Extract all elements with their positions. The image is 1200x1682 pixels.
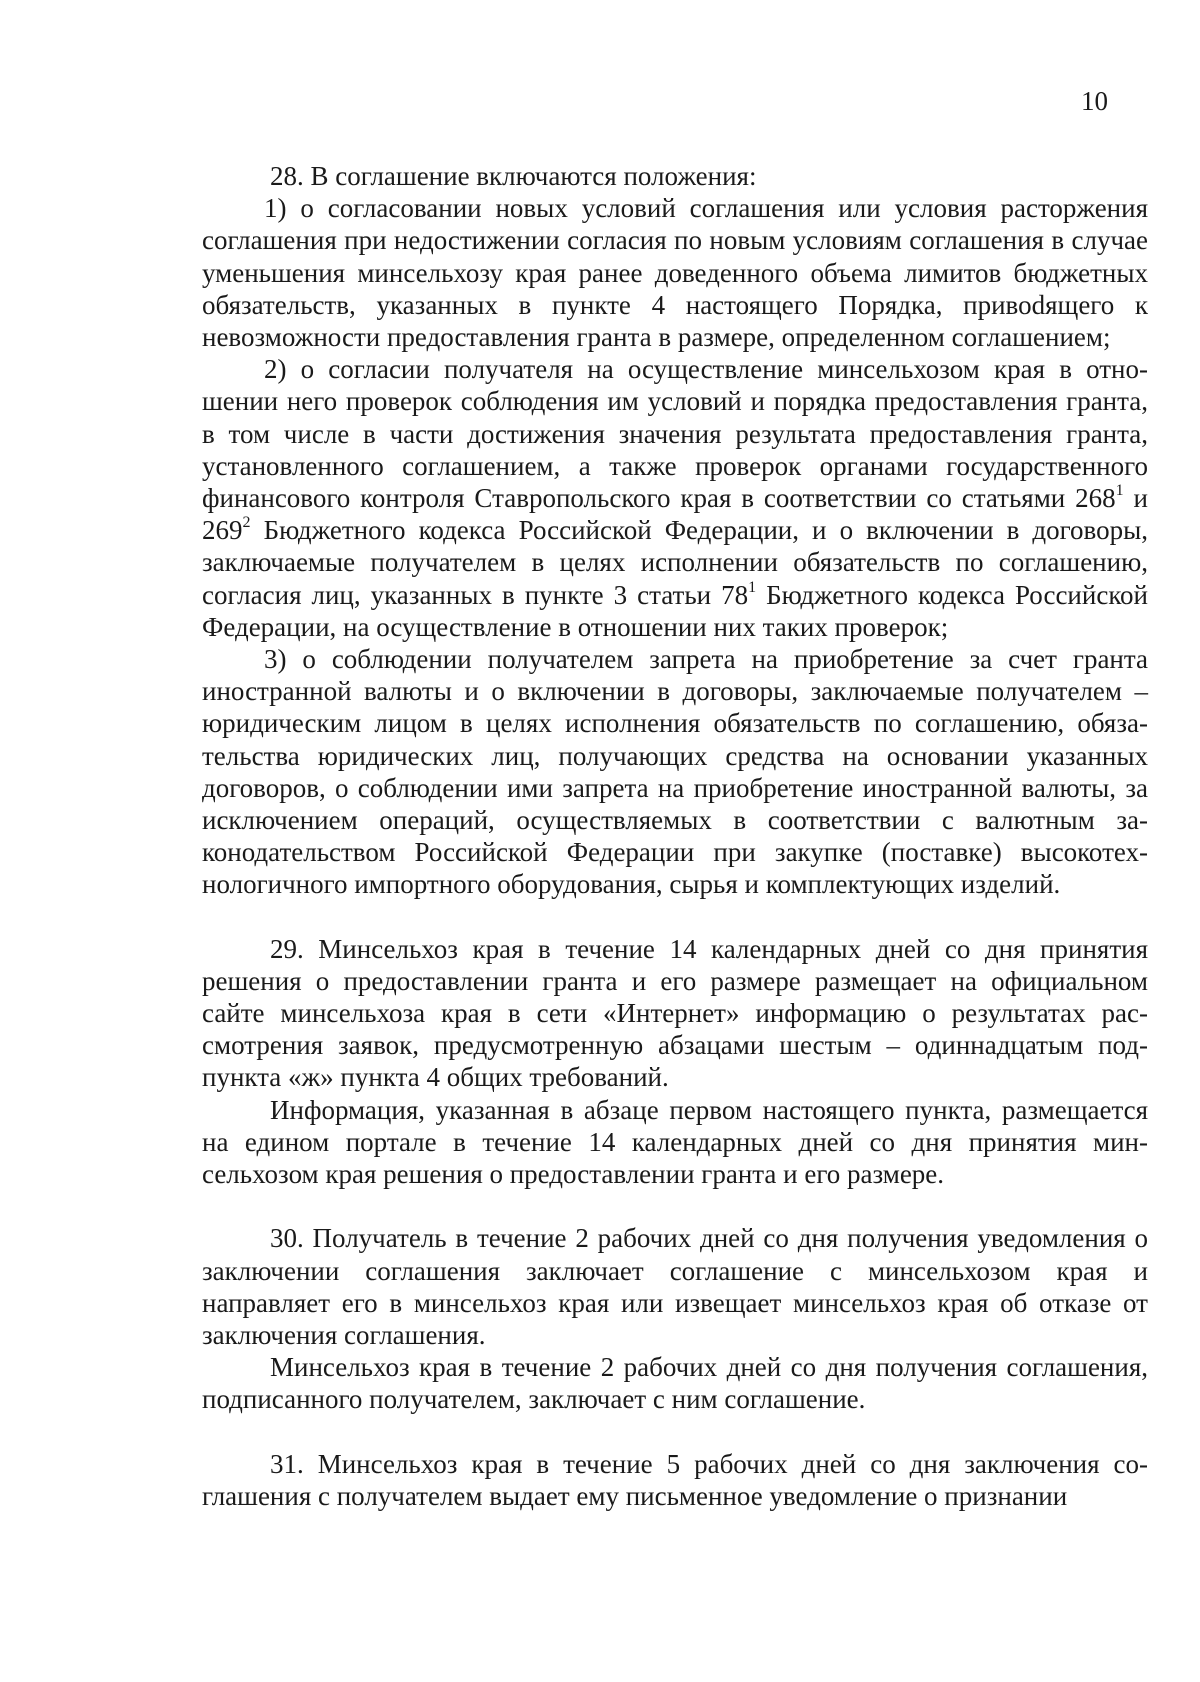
clause-29-paragraph-2: Информация, указанная в абзаце первом настоящего пункта, размещается на едином портале в течение 14 календарных дней со дня принятия минсельхозом края решения о предоставлении гранта и его размере. [202,1094,1148,1190]
paragraph-spacer [202,1190,1148,1222]
paragraph-spacer [202,901,1148,933]
clause-29-paragraph-1: 29. Минсельхоз края в течение 14 календарных дней со дня принятия решения о предоставлении гранта и его размере размещает на официальном сайте минсельхоза края в сети «Интернет» информацию о результатах рассмотрения заявок, предусмотренную абзацами шестым – одиннадцатым подпункта «ж» пункта 4 общих требований. [202,933,1148,1093]
clause-28-intro: 28. В соглашение включаются положения: [270,161,757,191]
clause-28-item-2-text-b: и 269 [202,483,1148,546]
clause-28-item-1: 1) о согласовании новых условий соглашения или условия расторжения соглашения при недостижении согласия по новым условиям соглашения в случае уменьшения минсельхозу края ранее доведенного объема лимитов бюджетных обязательств, указанных в пункте 4 настоящего Порядка, привоdящего к невозможности предоставления гранта в размере, определенном соглашением; [202,193,1148,353]
clause-30-paragraph-2: Минсельхоз края в течение 2 рабочих дней со дня получения соглашения, подписанного получателем, заключает с ним соглашение. [202,1352,1148,1415]
clause-31-paragraph-1: 31. Минсельхоз края в течение 5 рабочих дней со дня заключения соглашения с получателем выдает ему письменное уведомление о признании [202,1448,1148,1511]
clause-30-paragraph-1: 30. Получатель в течение 2 рабочих дней со дня получения уведомления о заключении соглашения заключает соглашение с минсельхозом края и направляет его в минсельхоз края или извещает минсельхоз края об отказе от заключения соглашения. [202,1223,1148,1350]
paragraph-spacer [202,1416,1148,1448]
superscript: 1 [748,578,757,596]
clause-28-item-2-text-c: Бюджетного кодекса Российской Федерации, и о включении в договоры, заключаемые получателем в целях исполнении обязательств по соглашению, согласия лиц, указанных в пункте 3 статьи 78 [202,515,1148,610]
superscript: 1 [1115,482,1124,500]
superscript: 2 [242,514,251,532]
clause-28-item-2-text-d: Бюджетного кодекса Российской Федерации, на осуществление в отношении них таких проверок; [202,579,1149,642]
clause-28-item-2-text-a: 2) о согласии получателя на осуществление минсельхозом края в отношении него проверок соблюдения им условий и порядка предоставления гранта, в том числе в части достижения значения результата предоставления гранта, установленного соглашением, а также проверок органами государственного финансового контроля Ставропольского края в соответствии со статьями 268 [202,354,1148,514]
clause-28-item-3: 3) о соблюдении получателем запрета на приобретение за счет гранта иностранной валюты и о включении в договоры, заключаемые получателем – юридическим лицом в целях исполнения обязательств по соглашению, обязательства юридических лиц, получающих средства на основании указанных договоров, о соблюдении ими запрета на приобретение иностранной валюты, за исключением операций, осуществляемых в соответствии с валютным законодательством Российской Федерации при закупке (поставке) высокотехнологичного импортного оборудования, сырья и комплектующих изделий. [202,644,1148,900]
page-number: 10 [1081,86,1108,116]
clause-28-item-2 [202,353,1148,643]
document-body [202,160,1148,1512]
